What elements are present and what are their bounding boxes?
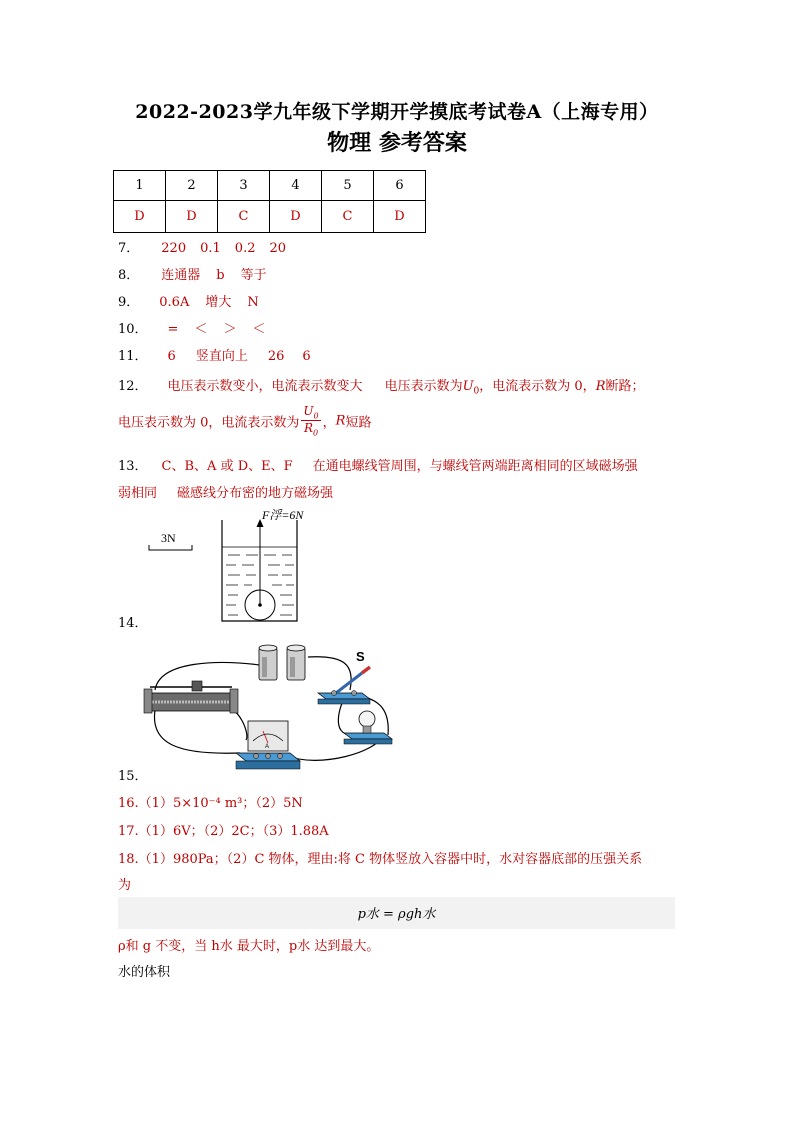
answer-part: = (167, 322, 179, 337)
table-cell-number: 2 (166, 171, 218, 201)
frac-numerator-sub: 0 (313, 411, 319, 421)
table-cell-number: 3 (218, 171, 270, 201)
table-cell-answer: D (166, 201, 218, 233)
answer-part: ， (322, 415, 336, 431)
answer-part: 220 (161, 241, 187, 256)
answer-q13-line1 (118, 455, 638, 474)
question-number: 8． (118, 268, 140, 283)
symbol-u: U (462, 379, 474, 394)
answer-q8 (118, 264, 267, 283)
battery-pair (259, 645, 305, 680)
answer-q16: 16.（1）5×10⁻⁴ m³；（2）5N (118, 796, 303, 811)
frac-denominator-sub: 0 (312, 428, 319, 438)
answer-part: N (247, 295, 259, 310)
answer-part: 0.1 (200, 241, 221, 256)
answer-part: b (216, 268, 225, 283)
answer-q11 (118, 345, 311, 364)
ammeter-label: A (265, 744, 270, 750)
answer-key-subtitle: 物理 参考答案 (327, 130, 467, 156)
symbol-subscript: 0 (473, 386, 480, 397)
answer-part: 增大 (205, 295, 232, 310)
answer-q12-line2 (118, 404, 371, 438)
answer-part: ＞ (223, 322, 237, 337)
answer-part: 电压表示数为 0，电流表示数为 (118, 415, 300, 431)
answer-q12-line1 (118, 375, 645, 397)
answer-part: 磁感线分布密的地方磁场强 (177, 486, 334, 501)
frac-numerator: U (303, 404, 314, 418)
table-cell-answer: D (374, 201, 426, 233)
scale-label: 3N (161, 531, 176, 545)
answer-part: 20 (269, 241, 287, 256)
table-cell-number: 4 (270, 171, 322, 201)
table-cell-number: 6 (374, 171, 426, 201)
answer-q18-line2: 为 (118, 878, 132, 893)
frac-denominator: R (303, 421, 313, 436)
answer-part: 0.6A (159, 295, 190, 310)
exam-title: 2022-2023学九年级下学期开学摸底考试卷A（上海专用） (135, 101, 659, 123)
answer-q9 (118, 291, 259, 310)
symbol-r: R (595, 379, 606, 394)
answer-part: 断路； (605, 379, 645, 394)
answer-q7 (118, 237, 286, 256)
question-number: 10． (118, 322, 148, 337)
switch-label: S (356, 649, 365, 664)
answer-part: C、B、A 或 D、E、F (161, 459, 293, 474)
fraction-u0-over-r0 (301, 404, 320, 438)
question-number: 7． (118, 241, 140, 256)
answer-part: 竖直向上 (195, 349, 248, 364)
scale-bar (149, 545, 192, 550)
question-number: 11． (118, 349, 148, 364)
answer-q10 (118, 318, 266, 337)
answer-q18-line3: ρ和 g 不变，当 h水 最大时，p水 达到最大。 (118, 939, 380, 954)
table-row-numbers (114, 171, 426, 201)
question-number: 12． (118, 379, 148, 394)
answer-part: 在通电螺线管周围，与螺线管两端距离相同的区域磁场强 (312, 459, 638, 474)
choice-answer-table (113, 170, 426, 233)
answer-q18-line1: 18.（1）980Pa；（2）C 物体，理由:将 C 物体竖放入容器中时，水对容器底部的压强关系 (118, 852, 643, 867)
answer-q13-line2 (118, 482, 333, 501)
answer-part: 26 (267, 349, 285, 364)
answer-part: 6 (302, 349, 311, 364)
table-cell-number: 5 (322, 171, 374, 201)
buoyancy-diagram (140, 505, 310, 625)
table-cell-answer: D (114, 201, 166, 233)
answer-part: ＜ (252, 322, 266, 337)
table-cell-number: 1 (114, 171, 166, 201)
answer-part: 连通器 (161, 268, 201, 283)
answer-part: ，电流表示数为 0， (479, 379, 596, 394)
answer-part: 弱相同 (118, 486, 158, 501)
answer-part: ＜ (194, 322, 208, 337)
lamp (344, 711, 392, 744)
question-number-15: 15． (118, 769, 148, 784)
force-label: F浮=6N (262, 508, 304, 522)
answer-part: 6 (167, 349, 176, 364)
rheostat (144, 681, 238, 713)
question-number-14: 14． (118, 616, 148, 631)
answer-q18-line4: 水的体积 (118, 965, 171, 980)
table-row-answers (114, 201, 426, 233)
pressure-formula: p水 = ρgh水 (357, 907, 436, 922)
symbol-r: R (335, 413, 346, 429)
answer-part: 电压表示数为 (384, 379, 463, 394)
answer-part: 电压表示数变小，电流表示数变大 (167, 379, 363, 394)
answer-part: 短路 (345, 415, 372, 431)
question-number: 9． (118, 295, 140, 310)
answer-q17: 17.（1）6V；（2）2C；（3）1.88A (118, 824, 329, 839)
question-number: 13． (118, 459, 148, 474)
answer-part: 0.2 (234, 241, 256, 256)
circuit-diagram (140, 635, 400, 780)
answer-part: 等于 (240, 268, 267, 283)
table-cell-answer: C (322, 201, 374, 233)
table-cell-answer: D (270, 201, 322, 233)
table-cell-answer: C (218, 201, 270, 233)
